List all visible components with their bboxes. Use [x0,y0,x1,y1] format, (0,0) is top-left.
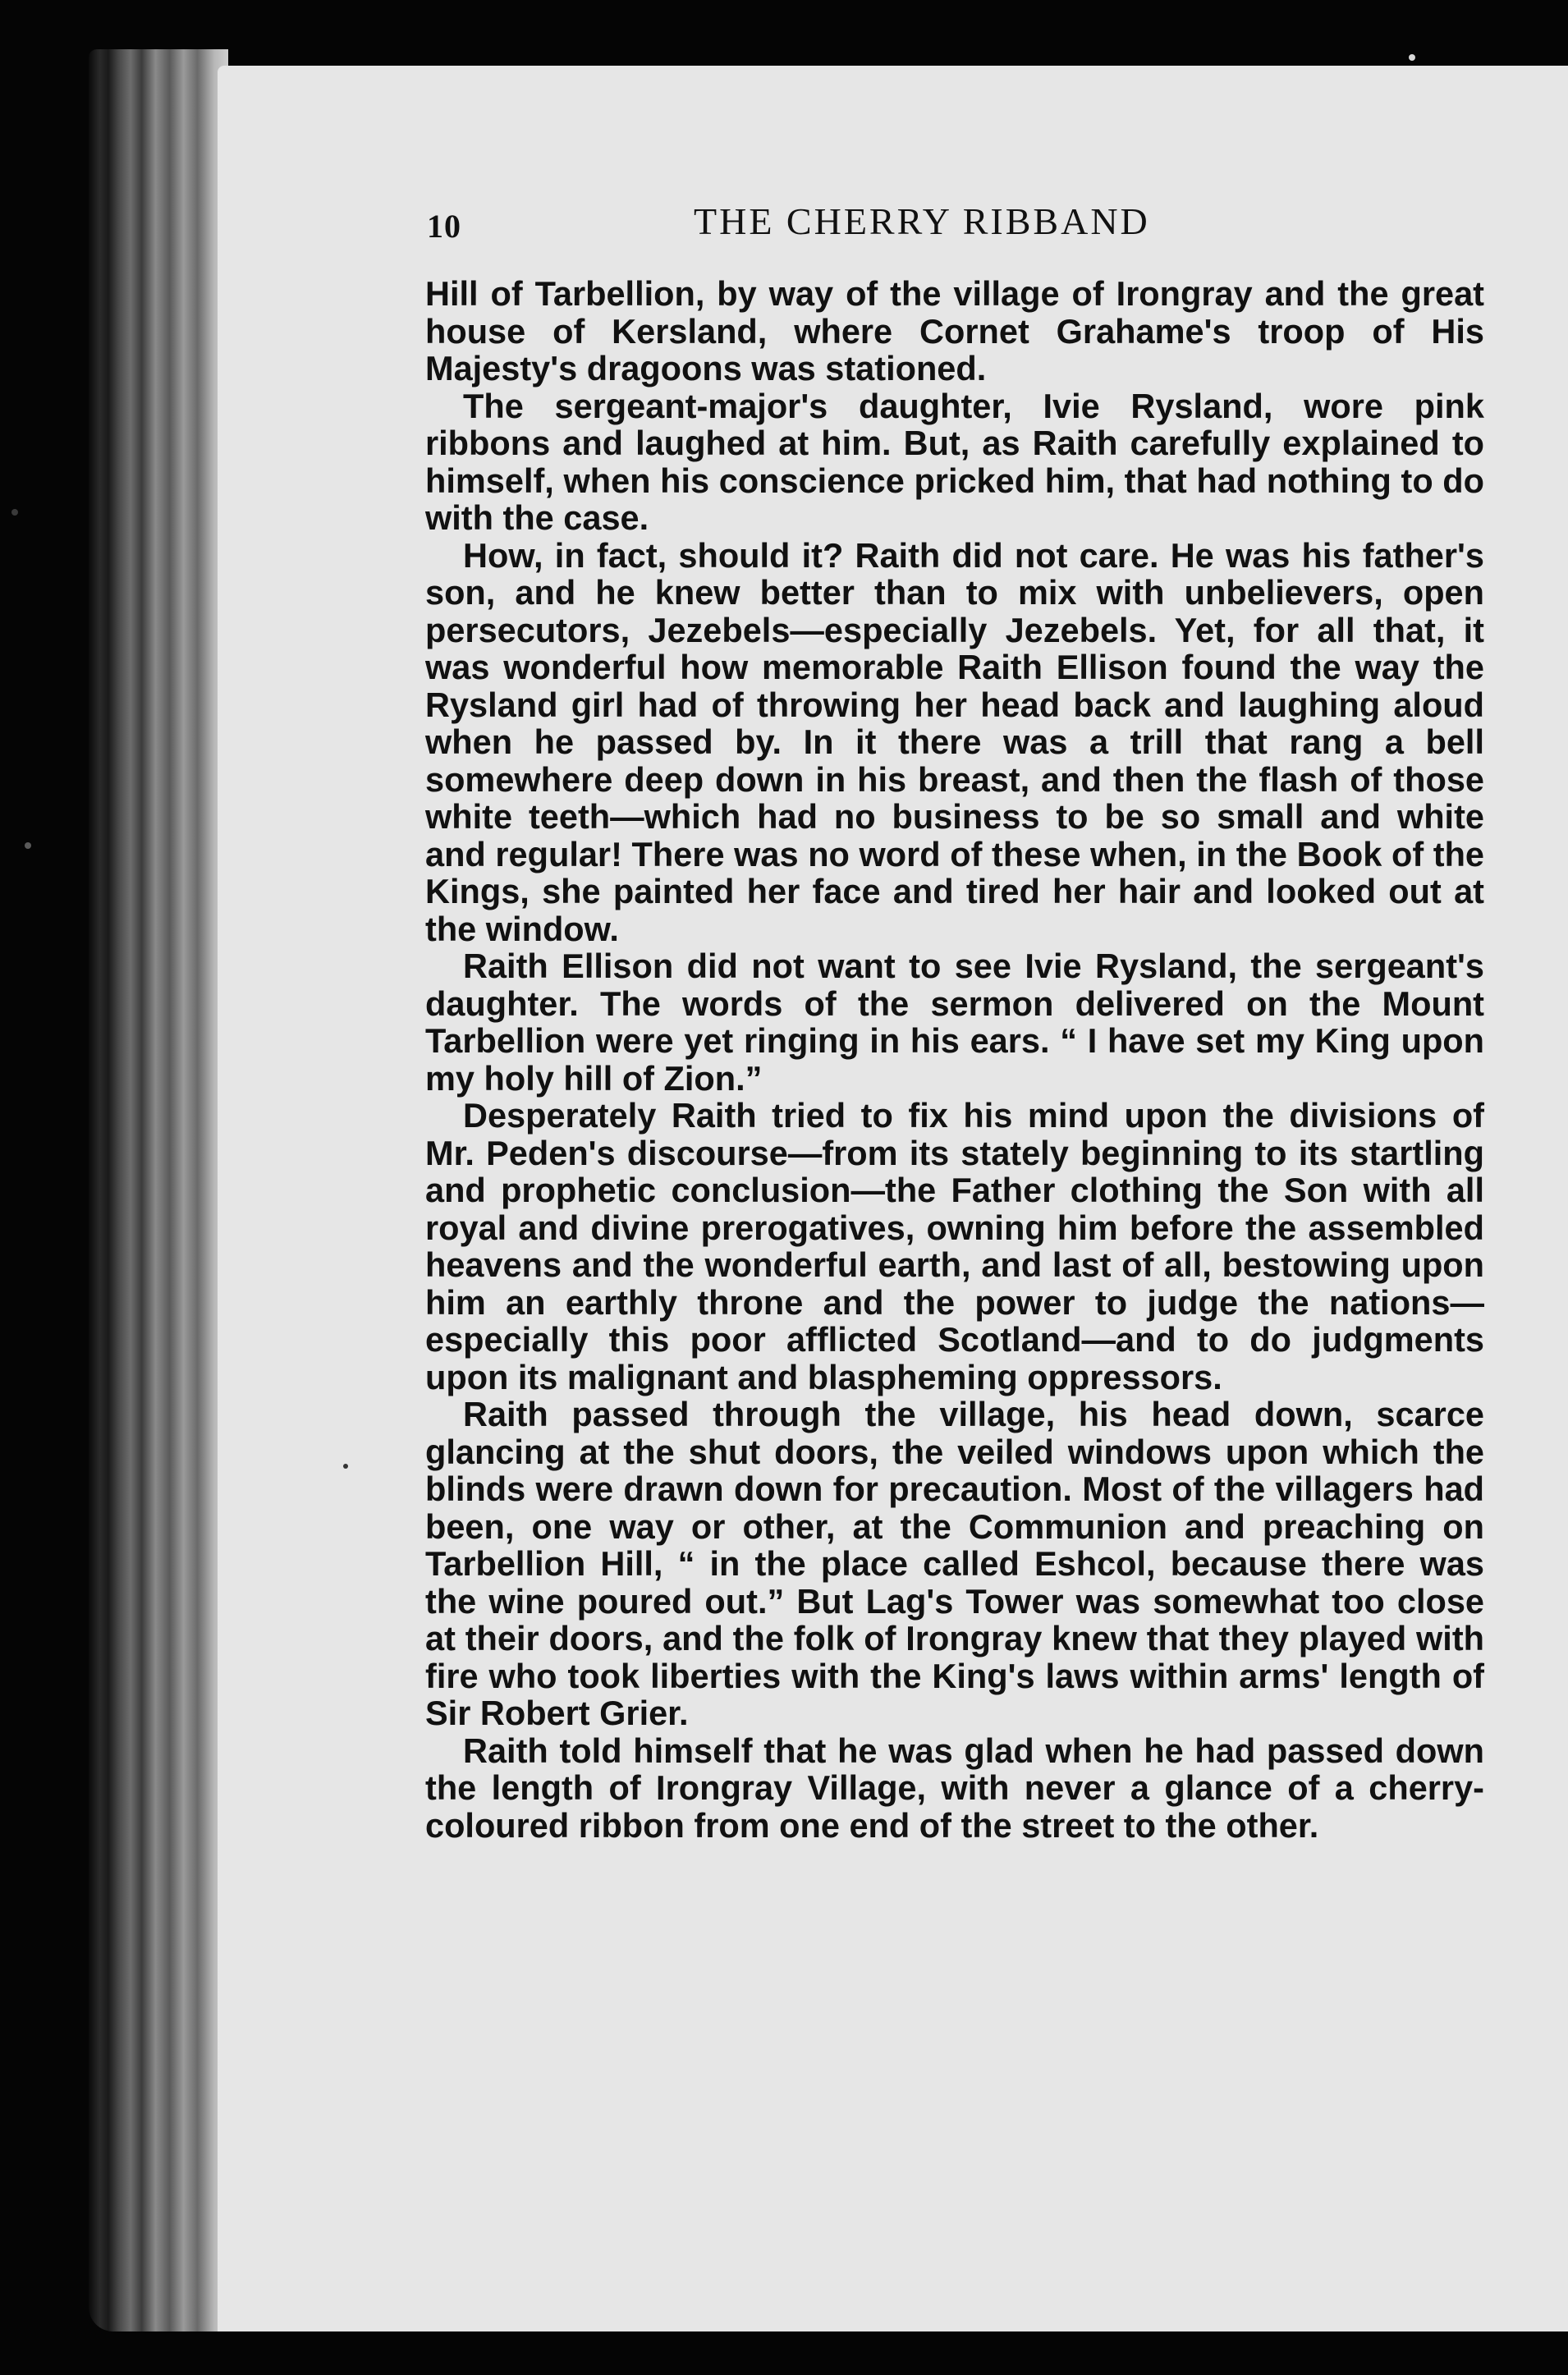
scan-speck [1409,54,1415,61]
running-title: THE CHERRY RIBBAND [694,200,1150,242]
page-number: 10 [427,208,461,245]
paragraph-4: Raith Ellison did not want to see Ivie Rysland, the sergeant's daughter. The words of the sermon delivered on the Mount Tarbellion were yet ringing in his ears. “ I have set my King upon my holy hill of Zion.” [425,947,1484,1098]
paragraph-5: Desperately Raith tried to fix his mind upon the divisions of Mr. Peden's discourse—from its stately beginning to its startling and prophetic conclusion—the Father clothing the Son with all royal and divine prerogatives, owning him before the assembled heavens and the wonderful earth, and last of all, bestowing upon him an earthly throne and the power to judge the nations—especially this poor afflicted Scotland—and to do judgments upon its malignant and blaspheming oppressors. [425,1096,1484,1396]
paragraph-2: The sergeant-major's daughter, Ivie Rysland, wore pink ribbons and laughed at him. But, as Raith carefully explained to himself, when his conscience pricked him, that had nothing to do with the case. [425,386,1484,537]
book-spine-edge [89,49,228,2331]
paragraph-6: Raith passed through the village, his head down, scarce glancing at the shut doors, the veiled windows upon which the blinds were drawn down for precaution. Most of the villagers had been, one way or other, at the Communion and preaching on Tarbellion Hill, “ in the place called Eshcol, because there was the wine poured out.” But Lag's Tower was somewhat too close at their doors, and the folk of Irongray knew that they played with fire who took liberties with the King's laws within arms' length of Sir Robert Grier. [425,1395,1484,1732]
paragraph-3: How, in fact, should it? Raith did not care. He was his father's son, and he knew better than to mix with unbelievers, open persecutors, Jezebels—especially Jezebels. Yet, for all that, it was wonderful how memorable Raith Ellison found the way the Rysland girl had of throwing her head back and laughing aloud when he passed by. In it there was a trill that rang a bell somewhere deep down in his breast, and then the flash of those white teeth—which had no business to be so small and white and regular! There was no word of these when, in the Book of the Kings, she painted her face and tired her hair and looked out at the window. [425,535,1484,948]
scan-speck [25,842,31,849]
paragraph-1: Hill of Tarbellion, by way of the village of Irongray and the great house of Kersland, where Cornet Grahame's troop of His Majesty's dragoons was stationed. [425,274,1484,387]
paragraph-7: Raith told himself that he was glad when he had passed down the length of Irongray Village, with never a glance of a cherry-coloured ribbon from one end of the street to the other. [425,1731,1484,1845]
scan-speck [343,1464,348,1469]
scan-speck [11,509,18,516]
body-text [425,275,1484,1844]
